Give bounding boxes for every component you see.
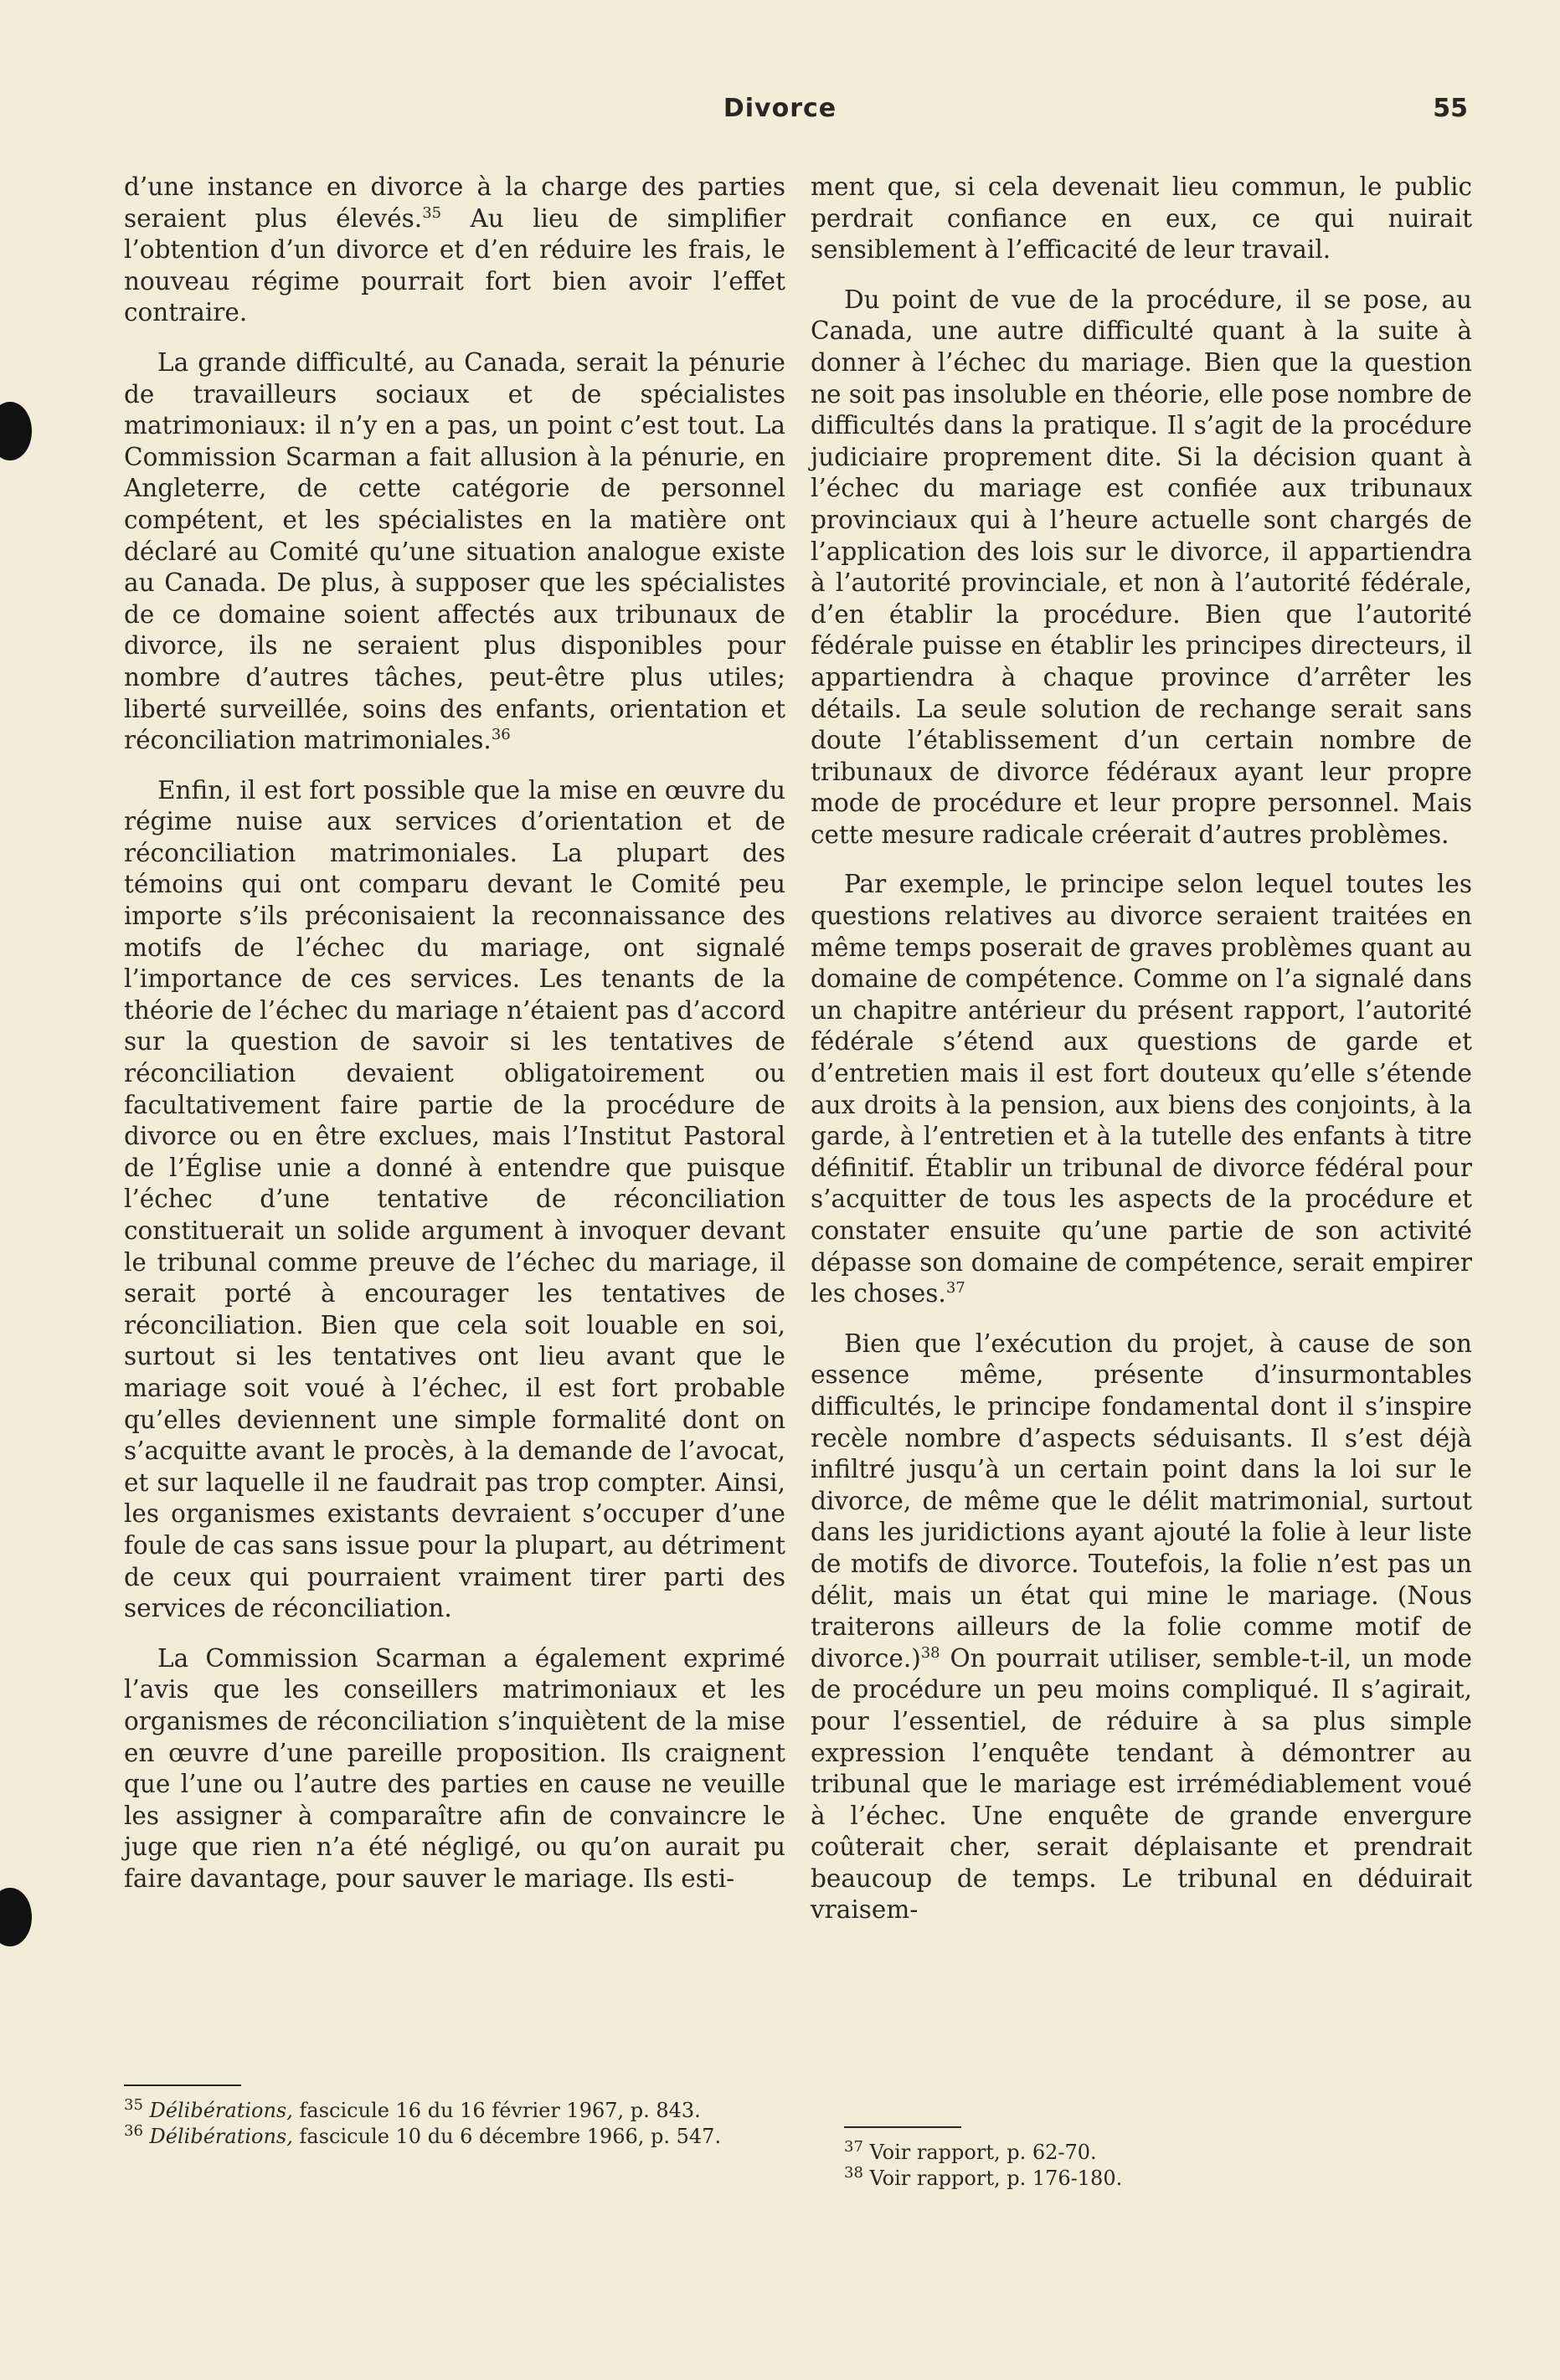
paragraph-text: Bien que l’exécution du projet, à cause de son essence même, présente d’insurmontables difficultés, le principe fondamental dont il s’inspire recèle nombre d’aspects séduisants. Il s’est déjà infiltré jusqu’à un certain point dans la loi sur le divorce, de même que le délit matrimonial, surtout dans les juridictions ayant ajouté la folie à leur liste de motifs de divorce. Toutefois, la folie n’est pas un délit, mais un état qui mine le mariage. (Nous traiterons ailleurs de la folie comme motif de divorce.)	[811, 1329, 1472, 1673]
footnote-ref: 37	[945, 1279, 965, 1298]
footnotes-left	[124, 2059, 785, 2150]
footnote	[844, 2166, 1472, 2192]
footnote-text: fascicule 16 du 16 février 1967, p. 843.	[292, 2099, 701, 2122]
paragraph-text: Au lieu de simplifier l’obtention d’un divorce et d’en réduire les frais, le nouveau régime pourrait fort bien avoir l’effet contraire.	[124, 203, 785, 327]
footnote-number: 38	[844, 2164, 863, 2182]
footnote-number: 35	[124, 2096, 143, 2114]
footnote	[124, 2098, 785, 2124]
footnote-source-title: Délibérations,	[149, 2125, 293, 2148]
left-column	[124, 172, 785, 1894]
footnote-source-title: Délibérations,	[149, 2099, 293, 2122]
footnote-number: 36	[124, 2122, 143, 2140]
footnote-rule	[844, 2126, 961, 2128]
paragraph-text: d’une instance en divorce à la charge des parties seraient plus élevés.	[124, 172, 785, 233]
footnote	[844, 2140, 1472, 2166]
footnote-ref: 35	[422, 203, 442, 222]
footnote-text: Voir rapport, p. 62-70.	[869, 2141, 1097, 2164]
paragraph: ment que, si cela devenait lieu commun, le public perdrait confiance en eux, ce qui nuirait sensiblement à l’efficacité de leur travail.	[811, 172, 1472, 265]
paragraph-text: On pourrait utiliser, semble-t-il, un mode de procédure un peu moins compliqué. Il s’agirait, pour l’essentiel, de réduire à sa plus simple expression l’enquête tendant à démontrer au tribunal que le mariage est irrémédiablement voué à l’échec. Une enquête de grande envergure coûterait cher, serait déplaisante et prendrait beaucoup de temps. Le tribunal en déduirait vraisem-	[811, 1643, 1472, 1925]
footnote-number: 37	[844, 2138, 863, 2156]
footnote-ref: 38	[920, 1643, 940, 1662]
paragraph	[124, 347, 785, 757]
footnotes-right	[844, 2101, 1472, 2192]
footnote-rule	[124, 2084, 241, 2086]
paragraph-text: La grande difficulté, au Canada, serait la pénurie de travailleurs sociaux et de spécialistes matrimoniaux: il n’y en a pas, un point c’est tout. La Commission Scarman a fait allusion à la pénurie, en Angleterre, de cette catégorie de personnel compétent, et les spécialistes en la matière ont déclaré au Comité qu’une situation analogue existe au Canada. De plus, à supposer que les spécialistes de ce domaine soient affectés aux tribunaux de divorce, ils ne seraient plus disponibles pour nombre d’autres tâches, peut-être plus utiles; liberté surveillée, soins des enfants, orientation et réconciliation matrimoniales.	[124, 347, 785, 755]
footnote-text: Voir rapport, p. 176-180.	[869, 2167, 1123, 2190]
running-header-title: Divorce	[723, 94, 837, 123]
paragraph-text: Par exemple, le principe selon lequel toutes les questions relatives au divorce seraient traitées en même temps poserait de graves problèmes quant au domaine de compétence. Comme on l’a signalé dans un chapitre antérieur du présent rapport, l’autorité fédérale s’étend aux questions de garde et d’entretien mais il est fort douteux qu’elle s’étende aux droits à la pension, aux biens des conjoints, à la garde, à l’entretien et à la tutelle des enfants à titre définitif. Établir un tribunal de divorce fédéral pour s’acquitter de tous les aspects de la procédure et constater ensuite qu’une partie de son activité dépasse son domaine de compétence, serait empirer les choses.	[811, 870, 1472, 1308]
paragraph: Du point de vue de la procédure, il se pose, au Canada, une autre difficulté quant à la suite à donner à l’échec du mariage. Bien que la question ne soit pas insoluble en théorie, elle pose nombre de difficultés dans la pratique. Il s’agit de la procédure judiciaire proprement dite. Si la décision quant à l’échec du mariage est confiée aux tribunaux provinciaux qui à l’heure actuelle sont chargés de l’application des lois sur le divorce, il appartiendra à l’autorité provinciale, et non à l’autorité fédérale, d’en établir la procédure. Bien que l’autorité fédérale puisse en établir les principes directeurs, il appartiendra à chaque province d’arrêter les détails. La seule solution de rechange serait sans doute l’établissement d’un certain nombre de tribunaux de divorce fédéraux ayant leur propre mode de procédure et leur propre personnel. Mais cette mesure radicale créerait d’autres problèmes.	[811, 285, 1472, 849]
paragraph	[811, 1329, 1472, 1926]
page-number: 55	[1433, 94, 1468, 123]
paragraph	[124, 172, 785, 329]
binder-hole-top	[0, 402, 32, 460]
paragraph: La Commission Scarman a également exprimé l’avis que les conseillers matrimoniaux et les organismes de réconciliation s’inquiètent de la mise en œuvre d’une pareille proposition. Ils craignent que l’une ou l’autre des parties en cause ne veuille les assigner à comparaître afin de convaincre le juge que rien n’a été négligé, ou qu’on aurait pu faire davantage, pour sauver le mariage. Ils esti-	[124, 1643, 785, 1893]
right-column	[811, 172, 1472, 1926]
footnote-ref: 36	[491, 726, 511, 744]
paragraph	[811, 869, 1472, 1309]
binder-hole-bottom	[0, 1888, 32, 1946]
footnote	[124, 2124, 785, 2150]
paragraph: Enfin, il est fort possible que la mise en œuvre du régime nuise aux services d’orientation et de réconciliation matrimoniales. La plupart des témoins qui ont comparu devant le Comité peu importe s’ils préconisaient la reconnaissance des motifs de l’échec du mariage, ont signalé l’importance de ces services. Les tenants de la théorie de l’échec du mariage n’étaient pas d’accord sur la question de savoir si les tentatives de réconciliation devaient obligatoirement ou facultativement faire partie de la procédure de divorce ou en être exclues, mais l’Institut Pastoral de l’Église unie a donné à entendre que puisque l’échec d’une tentative de réconciliation constituerait un solide argument à invoquer devant le tribunal comme preuve de l’échec du mariage, il serait porté à encourager les tentatives de réconciliation. Bien que cela soit louable en soi, surtout si les tentatives ont lieu avant que le mariage soit voué à l’échec, il est fort probable qu’elles deviennent une simple formalité dont on s’acquitte avant le procès, à la demande de l’avocat, et sur laquelle il ne faudrait pas trop compter. Ainsi, les organismes existants devraient s’occuper d’une foule de cas sans issue pour la plupart, au détriment de ceux qui pourraient vraiment tirer parti des services de réconciliation.	[124, 775, 786, 1623]
footnote-text: fascicule 10 du 6 décembre 1966, p. 547.	[292, 2125, 722, 2148]
